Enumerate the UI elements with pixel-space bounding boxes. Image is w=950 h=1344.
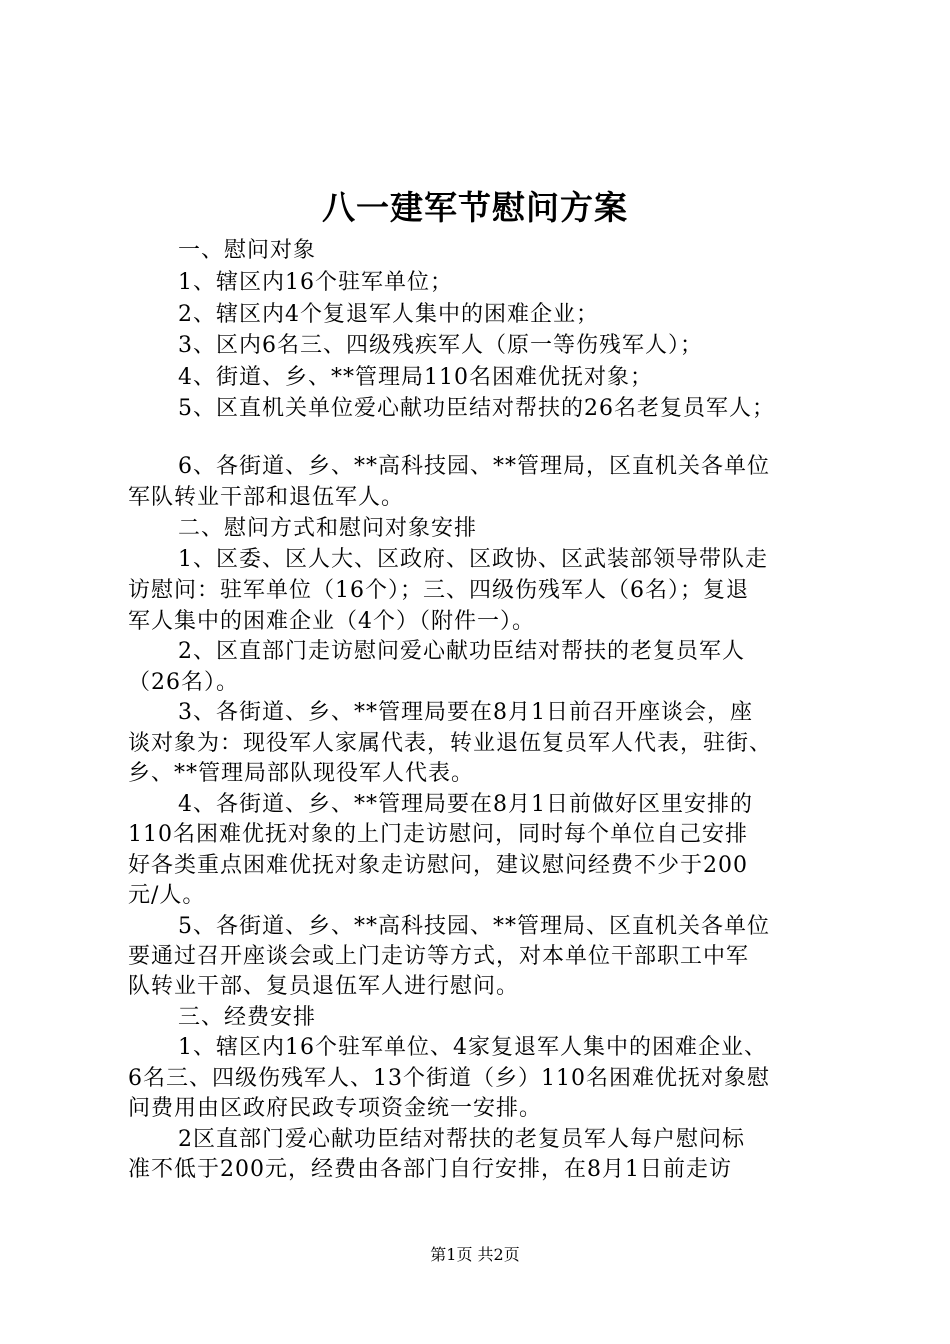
text-line: 准不低于200元，经费由各部门自行安排，在8月1日前走访 [128, 1157, 732, 1182]
text-line: 6名三、四级伤残军人、13个街道（乡）110名困难优抚对象慰 [128, 1066, 770, 1091]
text-line: 谈对象为：现役军人家属代表，转业退伍复员军人代表，驻街、 [128, 731, 773, 756]
text-line: 4、街道、乡、**管理局110名困难优抚对象； [178, 365, 653, 390]
text-line: 110名困难优抚对象的上门走访慰问，同时每个单位自己安排 [128, 822, 748, 847]
section-heading: 三、经费安排 [178, 1005, 317, 1030]
text-line: 军人集中的困难企业（4个）（附件一）。 [128, 609, 535, 634]
text-line: 军队转业干部和退伍军人。 [128, 485, 405, 510]
text-line: 问费用由区政府民政专项资金统一安排。 [128, 1096, 543, 1121]
text-line: 2、辖区内4个复退军人集中的困难企业； [178, 302, 599, 327]
text-line: 6、各街道、乡、**高科技园、**管理局，区直机关各单位 [178, 454, 770, 479]
text-line: 1、区委、区人大、区政府、区政协、区武装部领导带队走 [178, 547, 768, 572]
page-title: 八一建军节慰问方案 [322, 188, 628, 227]
section-heading: 一、慰问对象 [178, 238, 317, 263]
text-line: （26名）。 [128, 670, 239, 695]
text-line: 4、各街道、乡、**管理局要在8月1日前做好区里安排的 [178, 792, 753, 817]
text-line: 2、区直部门走访慰问爱心献功臣结对帮扶的老复员军人 [178, 639, 745, 664]
text-line: 5、区直机关单位爱心献功臣结对帮扶的26名老复员军人； [178, 396, 775, 421]
text-line: 1、辖区内16个驻军单位； [178, 270, 453, 295]
text-line: 队转业干部、复员退伍军人进行慰问。 [128, 974, 520, 999]
text-line: 5、各街道、乡、**高科技园、**管理局、区直机关各单位 [178, 914, 770, 939]
text-line: 乡、**管理局部队现役军人代表。 [128, 761, 475, 786]
section-heading: 二、慰问方式和慰问对象安排 [178, 516, 478, 541]
text-line: 2区直部门爱心献功臣结对帮扶的老复员军人每户慰问标 [178, 1127, 745, 1152]
text-line: 要通过召开座谈会或上门走访等方式，对本单位干部职工中军 [128, 944, 750, 969]
text-line: 访慰问：驻军单位（16个）；三、四级伤残军人（6名）；复退 [128, 578, 749, 603]
text-line: 元/人。 [128, 883, 206, 908]
text-line: 3、各街道、乡、**管理局要在8月1日前召开座谈会，座 [178, 700, 753, 725]
page-footer: 第1页 共2页 [430, 1245, 520, 1264]
text-line: 3、区内6名三、四级残疾军人（原一等伤残军人）； [178, 333, 703, 358]
text-line: 1、辖区内16个驻军单位、4家复退军人集中的困难企业、 [178, 1035, 767, 1060]
text-line: 好各类重点困难优抚对象走访慰问，建议慰问经费不少于200 [128, 853, 748, 878]
